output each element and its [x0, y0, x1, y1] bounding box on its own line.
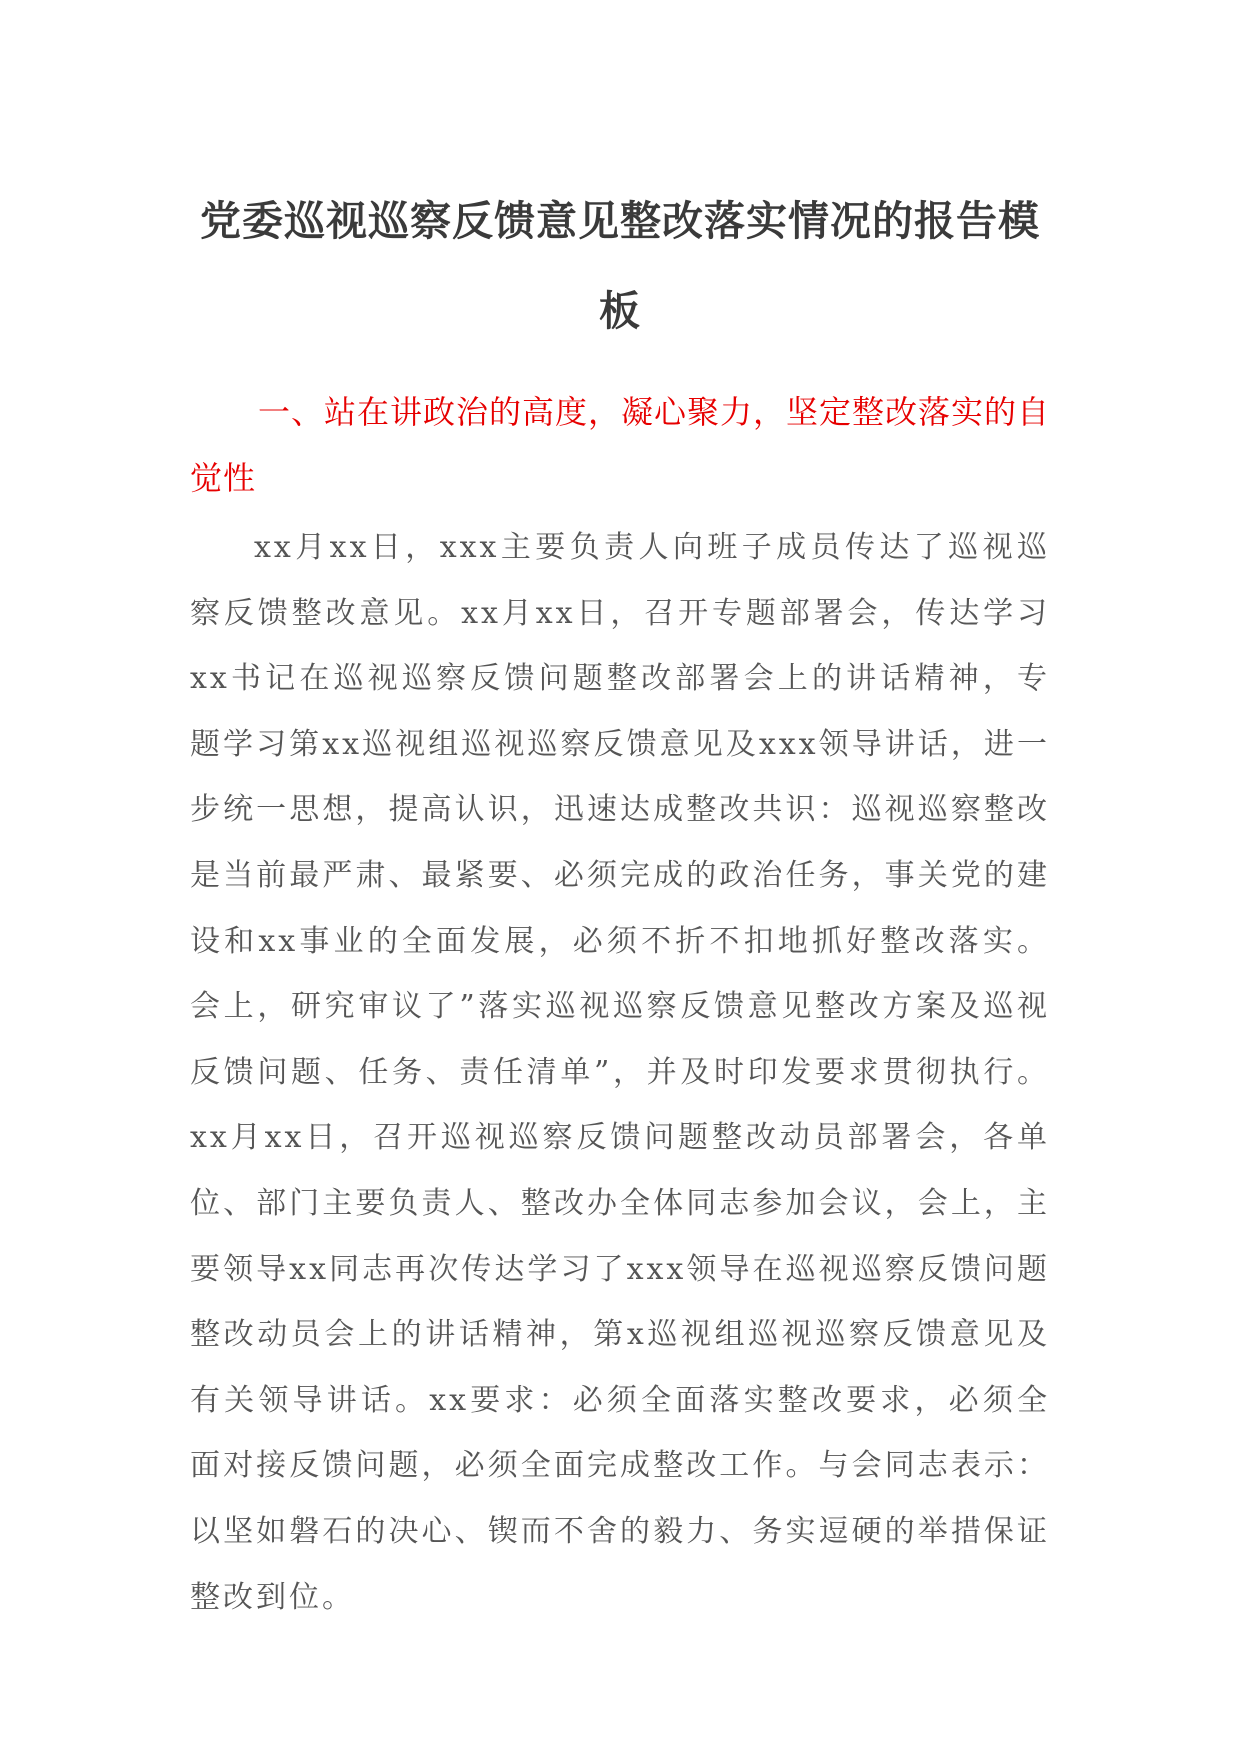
section-heading: 一、站在讲政治的高度，凝心聚力，坚定整改落实的自觉性	[190, 393, 1051, 497]
document-title: 党委巡视巡察反馈意见整改落实情况的报告模板	[200, 197, 1040, 335]
body-paragraph: xx月xx日，xxx主要负责人向班子成员传达了巡视巡察反馈整改意见。xx月xx日，召开专题部署会，传达学习xx书记在巡视巡察反馈问题整改部署会上的讲话精神，专题学习第xx巡视组巡视巡察反馈意见及xxx领导讲话，进一步统一思想，提高认识，迅速达成整改共识：巡视巡察整改是当前最严肃、最紧要、必须完成的政治任务，事关党的建设和xx事业的全面发展，必须不折不扣地抓好整改落实。会上，研究审议了”落实巡视巡察反馈意见整改方案及巡视反馈问题、任务、责任清单”，并及时印发要求贯彻执行。xx月xx日，召开巡视巡察反馈问题整改动员部署会，各单位、部门主要负责人、整改办全体同志参加会议，会上，主要领导xx同志再次传达学习了xxx领导在巡视巡察反馈问题整改动员会上的讲话精神，第x巡视组巡视巡察反馈意见及有关领导讲话。xx要求：必须全面落实整改要求，必须全面对接反馈问题，必须全面完成整改工作。与会同志表示：以坚如磐石的决心、锲而不舍的毅力、务实逗硬的举措保证整改到位。	[190, 530, 1050, 1615]
